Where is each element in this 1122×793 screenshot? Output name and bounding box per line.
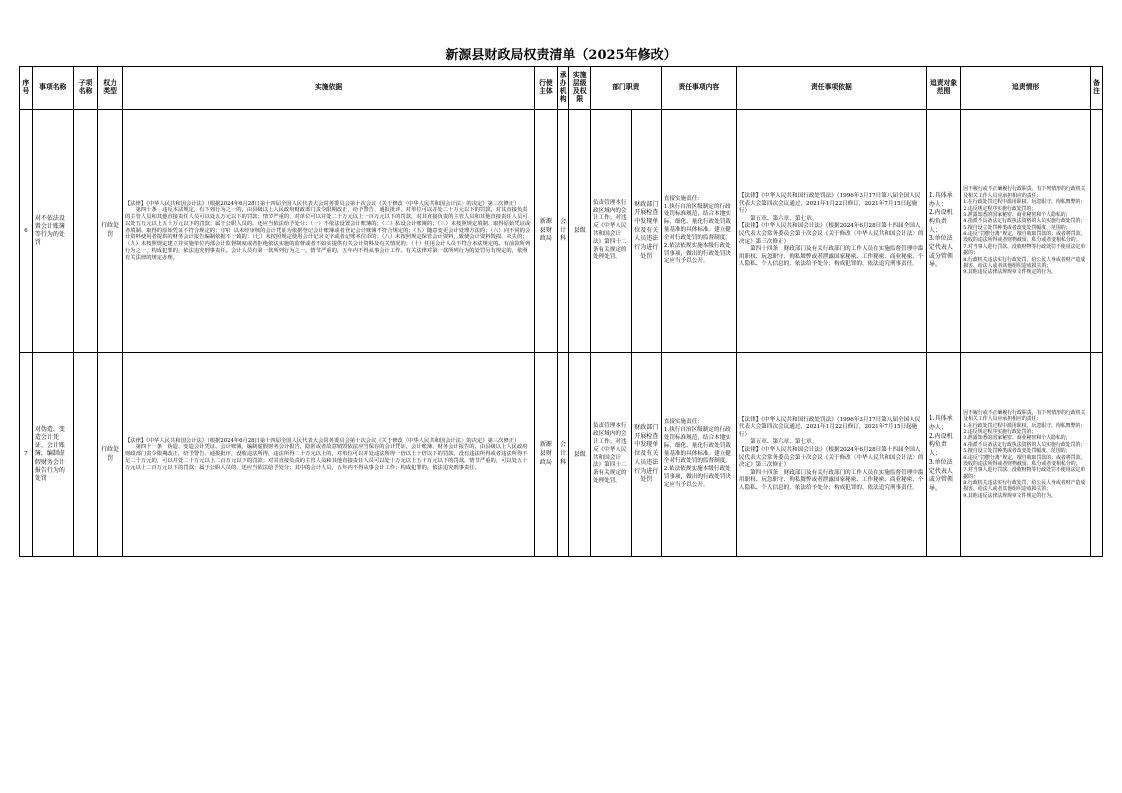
- cell-subject: 新源县财政局: [535, 110, 558, 353]
- resp-basis-law-1: 【法律】《中华人民共和国行政处罚法》（1996年3月17日第八届全国人民代表大会第四次会议通过，2021年1月22日修订，2021年7月15日起施行）: [738, 416, 921, 438]
- cell-item-name: 对不依法设置会计账簿等行为的处罚: [32, 110, 73, 353]
- cell-target: 1.具体承办人； 2.内设机构负责人； 3.单位法定代表人或分管领导。: [926, 353, 960, 557]
- cell-situation: 因不履行或不正确履行行政职责，有下列情形的行政机关及相关工作人员应承担相应的责任： 1.在行政处罚过程中滥用职权、玩忽职守、徇私舞弊的； 2.违反规定程序实施行政处罚的； 3.泄露知悉的国家秘密、商业秘密和个人隐私的； 4.指派不具备法定行政执法资格的人员实施行政处罚的； 5.擅自设立处罚种类或者改变处罚幅度、范围的； 6.违反“罚缴分离”规定，擅自收取罚款的；或者将罚款、没收的违法所得或者财物截留、私分或者变相私分的； 7.对当事人进行罚款、没收财物等行政处罚不使用法定单据的； 8.行政机关违法实行行政处罚，给公民人身或者财产造成损害、给法人或者其他组织造成损失的； 9.其他违反法律法规规章文件规定的行为。: [961, 110, 1091, 353]
- cell-seq: 7: [20, 353, 33, 557]
- header-agency: 承办机构: [557, 67, 569, 110]
- cell-sub-name: [73, 353, 98, 557]
- cell-dept-duty: 负责管理本行政区域内的会计工作；对违反《中华人民共和国会计法》第四十二条有关规定的处理处罚。: [590, 353, 631, 557]
- header-seq: 序号: [20, 67, 33, 110]
- header-note: 备注: [1091, 67, 1103, 110]
- cell-resp-content: 直接实施责任： 1.执行自治区级制定的行政处罚标准规范，结合本地实际，细化、量化行政处罚裁量基准的具体标准。建立健全对行政处罚的监督制度。 2.依法依规实施本级行政处罚事项，做出的行政处罚决定应当予以公开。: [661, 110, 736, 353]
- cell-note: [1091, 353, 1103, 557]
- cell-item-name: 对伪造、变造会计凭证、会计账簿，编制虚假财务会计报告行为的处罚: [32, 353, 73, 557]
- resp-basis-article: 第四十四条 财政部门及有关行政部门的工作人员在实施监督管理中滥用职权、玩忽职守、徇私舞弊或者泄露国家秘密、工作秘密、商业秘密、个人隐私、个人信息的，依法给予处分；构成犯罪的，依法追究刑事责任。: [738, 469, 924, 491]
- header-subject: 行使主体: [535, 67, 558, 110]
- header-sub-name: 子项名称: [73, 67, 98, 110]
- cell-resp-basis: [736, 110, 926, 353]
- resp-basis-law-2: 【法律】《中华人民共和国会计法》（根据2024年6月28日第十四届全国人民代表大会常务委员会第十次会议《关于修改〈中华人民共和国会计法〉的决定》第三次修正）: [738, 223, 924, 245]
- cell-agency: 会计科: [557, 353, 569, 557]
- cell-resp-basis: [736, 353, 926, 557]
- header-row: [20, 67, 1103, 110]
- cell-dept-duty-detail: 财政部门开展检查中发现单位及有关人员违法行为进行处罚: [631, 353, 661, 557]
- cell-situation: 因不履行或不正确履行行政职责，有下列情形的行政机关及相关工作人员应承担相应的责任： 1.在行政处罚过程中滥用职权、玩忽职守、徇私舞弊的； 2.违反规定程序实施行政处罚的； 3.泄露知悉的国家秘密、商业秘密和个人隐私的； 4.指派不具备法定行政执法资格的人员实施行政处罚的； 5.擅自设立处罚种类或者改变处罚幅度、范围的； 6.违反“罚缴分离”规定，擅自收取罚款的；或者将罚款、没收的违法所得或者财物截留、私分或者变相私分的； 7.对当事人进行罚款、没收财物等行政处罚不使用法定单据的； 8.行政机关违法实行行政处罚，给公民人身或者财产造成损害、给法人或者其他组织造成损失的； 9.其他违反法律法规规章文件规定的行为。: [961, 353, 1091, 557]
- cell-level: 县级: [569, 110, 590, 353]
- resp-basis-chapters: 第五章、第六章、第七章。: [750, 439, 818, 446]
- cell-basis: [123, 110, 535, 353]
- resp-basis-law-1: 【法律】《中华人民共和国行政处罚法》（1996年3月17日第八届全国人民代表大会第四次会议通过，2021年1月22日修订，2021年7月15日起施行）: [738, 193, 921, 215]
- header-resp-content: 责任事项内容: [661, 67, 736, 110]
- header-power-type: 权力类型: [98, 67, 123, 110]
- basis-article: 第四十条 违反本法规定，有下列行为之一的，由县级以上人民政府财政部门责令限期改正，给予警告、通报批评，对单位可以并处二十万元以下的罚款，对其直接负责的主管人员和其他直接责任人员可以处五万元以下的罚款；情节严重的，对单位可以并处二十万元以上一百万元以下的罚款，对其直接负责的主管人员和其他直接责任人员可以处五万元以上五十万元以下的罚款；属于公职人员的，还应当依法给予处分：（一）不依法设置会计账簿的；（二）私设会计账簿的；（三）未按照规定填制、取得原始凭证或者填制、取得的原始凭证不符合规定的；（四）以未经审核的会计凭证为依据登记会计账簿或者登记会计账簿不符合规定的；（五）随意变更会计处理方法的；（六）向不同的会计资料使用者提供的财务会计报告编制依据不一致的；（七）未按照规定使用会计记录文字或者记账本位币的；（八）未按照规定保管会计资料，致使会计资料毁损、灭失的；（九）未按照规定建立并实施单位内部会计监督制度或者拒绝依法实施的监督或者不如实提供有关会计资料及有关情况的；（十）任用会计人员不符合本法规定的。有前款所列行为之一，构成犯罪的，依法追究刑事责任。会计人员有第一款所列行为之一，情节严重的，五年内不得从事会计工作。有关法律对第一款所列行为的处罚另有规定的，依照有关法律的规定办理。: [125, 207, 531, 261]
- cell-basis: [123, 353, 535, 557]
- basis-law: 【法律】《中华人民共和国会计法》（根据2024年6月28日第十四届全国人民代表大会常务委员会第十次会议《关于修改〈中华人民共和国会计法〉的决定》第三次修正）: [125, 437, 520, 444]
- cell-resp-content: 直接实施责任： 1.执行自治区级制定的行政处罚标准规范，结合本地实际，细化、量化行政处罚裁量基准的具体标准。建立健全对行政处罚的监督制度。 2.依法依规实施本级行政处罚事项，做出的行政处罚决定应当予以公开。: [661, 353, 736, 557]
- cell-power-type: 行政处罚: [98, 353, 123, 557]
- basis-article: 第四十一条 伪造、变造会计凭证、会计账簿，编制虚假财务会计报告，隐匿或者故意销毁依法应当保存的会计凭证、会计账簿、财务会计报告的，由县级以上人民政府财政部门责令限期改正，给予警告、通报批评，没收违法所得，违法所得二十万元以上的，对单位可以并处违法所得一倍以上十倍以下的罚款，没有违法所得或者违法所得不足二十万元的，可以并处二十万元以上二百万元以下的罚款；对其直接负责的主管人员和其他直接责任人员可以处十万元以上五十万元以下的罚款，情节严重的，可以处五十万元以上二百万元以下的罚款；属于公职人员的，还应当依法给予处分；其中的会计人员，五年内不得从事会计工作；构成犯罪的，依法追究刑事责任。: [125, 444, 528, 471]
- header-basis: 实施依据: [123, 67, 535, 110]
- cell-dept-duty-detail: 财政部门开展检查中发现单位及有关人员违法行为进行处罚: [631, 110, 661, 353]
- cell-note: [1091, 110, 1103, 353]
- document-title: 新源县财政局权责清单（2025年修改）: [445, 48, 677, 63]
- cell-seq: 6: [20, 110, 33, 353]
- header-dept-duty: 部门职责: [590, 67, 661, 110]
- cell-agency: 会计科: [557, 110, 569, 353]
- cell-target: 1.具体承办人； 2.内设机构负责人； 3.单位法定代表人或分管领导。: [926, 110, 960, 353]
- header-target: 追责对象范围: [926, 67, 960, 110]
- header-item-name: 事项名称: [32, 67, 73, 110]
- resp-basis-law-2: 【法律】《中华人民共和国会计法》（根据2024年6月28日第十四届全国人民代表大会常务委员会第十次会议《关于修改〈中华人民共和国会计法〉的决定》第三次修正）: [738, 446, 924, 469]
- table-row: [20, 110, 1103, 353]
- header-resp-basis: 责任事项依据: [736, 67, 926, 110]
- basis-law: 【法律】《中华人民共和国会计法》（根据2024年6月28日第十四届全国人民代表大会常务委员会第十次会议《关于修改〈中华人民共和国会计法〉的决定》第三次修正）: [125, 200, 520, 207]
- responsibility-table: [19, 66, 1103, 557]
- cell-level: 县级: [569, 353, 590, 557]
- table-row: [20, 353, 1103, 557]
- resp-basis-article: 第四十四条 财政部门及有关行政部门的工作人员在实施监督管理中滥用职权、玩忽职守、徇私舞弊或者泄露国家秘密、工作秘密、商业秘密、个人隐私、个人信息的，依法给予处分；构成犯罪的，依法追究刑事责任。: [738, 246, 924, 268]
- cell-subject: 新源县财政局: [535, 353, 558, 557]
- header-level: 实施层级及权限: [569, 67, 590, 110]
- resp-basis-chapters: 第五章、第六章、第七章。: [750, 215, 818, 222]
- header-situation: 追责情形: [961, 67, 1091, 110]
- cell-power-type: 行政处罚: [98, 110, 123, 353]
- cell-dept-duty: 负责管理本行政区域内的会计工作；对违反《中华人民共和国会计法》第四十二条有关规定的处理处罚。: [590, 110, 631, 353]
- cell-sub-name: [73, 110, 98, 353]
